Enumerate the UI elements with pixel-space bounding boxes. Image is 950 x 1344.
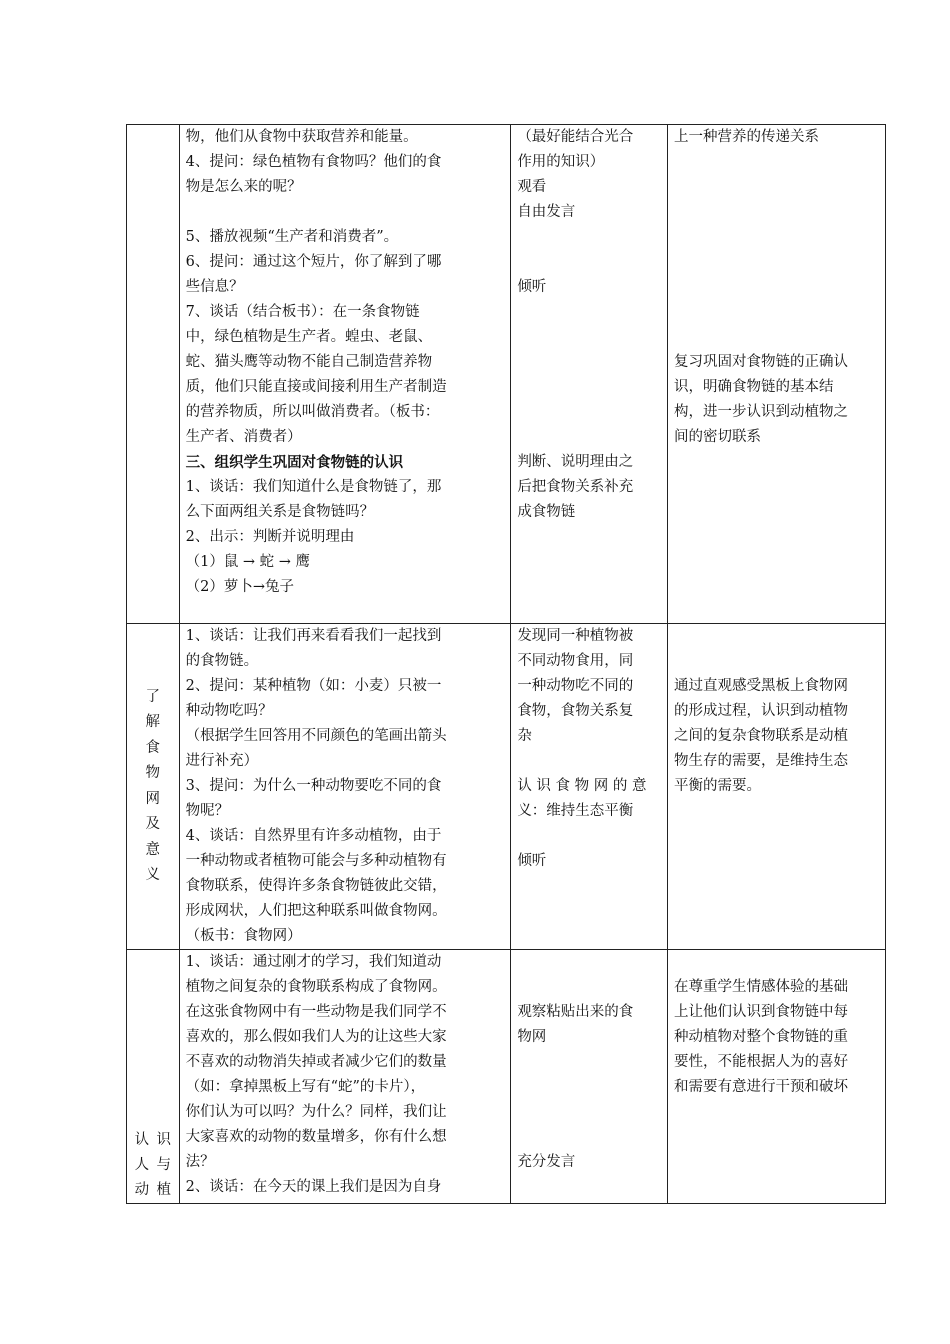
text-line: （根据学生回答用不同颜色的笔画出箭头 (185, 728, 447, 744)
text-line: 3、提问：为什么一种动物要吃不同的食 (185, 778, 442, 794)
text-line: 种动物吃吗？ (185, 703, 273, 719)
text-line: 些信息？ (185, 279, 244, 295)
blank-line (674, 950, 879, 975)
blank-line (517, 1050, 661, 1075)
blank-line (517, 824, 661, 849)
section-heading: 三、组织学生巩固对食物链的认识 (185, 454, 404, 471)
blank-line (517, 225, 661, 250)
text-line: 生产者、消费者） (185, 429, 302, 445)
blank-line (674, 150, 879, 175)
text-line: 5、播放视频“生产者和消费者”。 (185, 229, 399, 245)
text-line: 发现同一种植物被 (517, 628, 634, 644)
text-line: 不同动物食用，同 (517, 653, 634, 669)
text-line: 植物之间复杂的食物联系构成了食物网。 (185, 979, 447, 995)
text-line: 倾听 (517, 279, 547, 295)
text-line: 构，进一步认识到动植物之 (674, 404, 849, 420)
blank-line (674, 225, 879, 250)
stage-text-grid (127, 1128, 179, 1203)
table-row (127, 624, 886, 950)
text-line: 上让他们认识到食物链中每 (674, 1004, 849, 1020)
blank-line (517, 325, 661, 350)
text-line: 上一种营养的传递关系 (674, 129, 820, 145)
text-line: 一种动物吃不同的 (517, 678, 634, 694)
text-line: 法？ (185, 1154, 215, 1170)
stage-char: 动 (134, 1182, 150, 1198)
blank-line (517, 1075, 661, 1100)
stage-char: 人 (134, 1157, 150, 1173)
text-line: （如：拿掉黑板上写有“蛇”的卡片）， (185, 1079, 426, 1095)
design-intent-cell (668, 624, 886, 950)
blank-line (517, 400, 661, 425)
text-line: 蛇、猫头鹰等动物不能自己制造营养物 (185, 354, 433, 370)
blank-line (517, 250, 661, 275)
student-activity-cell (511, 950, 668, 1204)
text-line: 在尊重学生情感体验的基础 (674, 979, 849, 995)
text-line: 的形成过程，认识到动植物 (674, 703, 849, 719)
blank-line (517, 950, 661, 975)
text-line: 后把食物关系补充 (517, 479, 634, 495)
blank-line (517, 375, 661, 400)
stage-char: 及 (145, 816, 161, 832)
text-line: 的营养物质，所以叫做消费者。（板书： (185, 404, 440, 420)
stage-cell (127, 125, 180, 624)
text-line: 认 识 食 物 网 的 意 (517, 778, 647, 794)
text-line: 你们认为可以吗？为什么？同样，我们让 (185, 1104, 447, 1120)
lesson-plan-table (126, 124, 886, 1204)
student-activity-cell (511, 125, 668, 624)
text-line: 复习巩固对食物链的正确认 (674, 354, 849, 370)
text-line: （最好能结合光合 (517, 129, 634, 145)
stage-cell (127, 624, 180, 950)
text-line: 1、谈话：通过刚才的学习，我们知道动 (185, 954, 442, 970)
stage-char: 意 (145, 841, 161, 858)
text-line: 2、出示：判断并说明理由 (185, 529, 355, 545)
text-line: 物，他们从食物中获取营养和能量。 (185, 129, 418, 145)
text-line: 杂 (517, 728, 532, 744)
blank-line (674, 275, 879, 300)
blank-line (517, 300, 661, 325)
text-line: 观察粘贴出来的食 (517, 1004, 634, 1020)
text-line: 进行补充） (185, 753, 259, 769)
text-line: （1）鼠 → 蛇 → 鹰 (185, 554, 311, 570)
text-line: 之间的复杂食物联系是动植 (674, 728, 849, 744)
text-line: 2、谈话：在今天的课上我们是因为自身 (185, 1179, 442, 1195)
text-line: 物网 (517, 1029, 547, 1045)
text-line: 的食物链。 (185, 653, 259, 669)
table-row (127, 950, 886, 1204)
teacher-activity-cell (179, 950, 511, 1204)
teacher-activity-cell (179, 624, 511, 950)
text-line: 物是怎么来的呢？ (185, 179, 302, 195)
text-line: 1、谈话：让我们再来看看我们一起找到 (185, 628, 442, 644)
blank-line (517, 350, 661, 375)
text-line: 通过直观感受黑板上食物网 (674, 678, 849, 694)
text-line: 作用的知识） (517, 154, 605, 170)
text-line: 1、谈话：我们知道什么是食物链了，那 (185, 479, 442, 495)
text-line: 2、提问：某种植物（如：小麦）只被一 (185, 678, 442, 694)
blank-line (517, 1100, 661, 1125)
text-line: 中，绿色植物是生产者。蝗虫、老鼠、 (185, 329, 433, 345)
text-line: 一种动物或者植物可能会与多种动植物有 (185, 853, 447, 869)
text-line: 食物联系，使得许多条食物链彼此交错， (185, 878, 447, 894)
stage-char: 了 (145, 688, 161, 705)
text-line: 和需要有意进行干预和破坏 (674, 1079, 849, 1095)
blank-line (517, 1125, 661, 1150)
stage-char: 与 (156, 1157, 171, 1173)
text-line: （2）萝卜→兔子 (185, 579, 294, 595)
design-intent-cell (668, 950, 886, 1204)
stage-char: 食 (145, 739, 161, 756)
text-line: 物生存的需要，是维持生态 (674, 753, 849, 769)
student-activity-cell (511, 624, 668, 950)
design-intent-cell (668, 125, 886, 624)
text-line: 观看 (517, 179, 547, 195)
text-line: 7、谈话（结合板书）：在一条食物链 (185, 304, 420, 320)
text-line: 不喜欢的动物消失掉或者减少它们的数量 (185, 1054, 447, 1070)
text-line: 自由发言 (517, 204, 576, 220)
blank-line (674, 325, 879, 350)
text-line: （板书：食物网） (185, 928, 302, 944)
text-line: 食物，食物关系复 (517, 703, 634, 719)
text-line: 倾听 (517, 853, 547, 869)
stage-char: 解 (145, 714, 161, 730)
text-line: 么下面两组关系是食物链吗？ (185, 504, 375, 520)
stage-char: 物 (145, 765, 161, 781)
text-line: 种动植物对整个食物链的重 (674, 1029, 849, 1045)
blank-line (186, 200, 505, 225)
text-line: 4、提问：绿色植物有食物吗？他们的食 (185, 154, 442, 170)
text-line: 大家喜欢的动物的数量增多，你有什么想 (185, 1129, 447, 1145)
blank-line (517, 425, 661, 450)
stage-char: 认 (134, 1132, 150, 1148)
blank-line (674, 175, 879, 200)
text-line: 义：维持生态平衡 (517, 803, 634, 819)
stage-char: 网 (145, 790, 161, 807)
text-line: 喜欢的，那么假如我们人为的让这些大家 (185, 1029, 447, 1045)
text-line: 平衡的需要。 (674, 778, 762, 794)
stage-cell (127, 950, 180, 1204)
text-line: 判断、说明理由之 (517, 454, 634, 470)
blank-line (517, 975, 661, 1000)
text-line: 物呢？ (185, 803, 230, 819)
blank-line (674, 300, 879, 325)
blank-line (674, 200, 879, 225)
text-line: 充分发言 (517, 1154, 576, 1170)
text-line: 成食物链 (517, 504, 576, 520)
stage-char: 义 (145, 867, 161, 883)
text-line: 6、提问：通过这个短片，你了解到了哪 (185, 254, 442, 270)
teacher-activity-cell (179, 125, 511, 624)
blank-line (517, 749, 661, 774)
text-line: 4、谈话：自然界里有许多动植物，由于 (185, 828, 442, 844)
blank-line (674, 624, 879, 649)
blank-line (674, 250, 879, 275)
stage-char: 识 (156, 1132, 171, 1148)
text-line: 要性，不能根据人为的喜好 (674, 1054, 849, 1070)
text-line: 在这张食物网中有一些动物是我们同学不 (185, 1004, 447, 1020)
table-row (127, 125, 886, 624)
stage-char: 植 (156, 1182, 171, 1198)
text-line: 质，他们只能直接或间接利用生产者制造 (185, 379, 447, 395)
text-line: 间的密切联系 (674, 429, 762, 445)
blank-line (674, 649, 879, 674)
text-line: 形成网状，人们把这种联系叫做食物网。 (185, 903, 447, 919)
text-line: 识，明确食物链的基本结 (674, 379, 834, 395)
